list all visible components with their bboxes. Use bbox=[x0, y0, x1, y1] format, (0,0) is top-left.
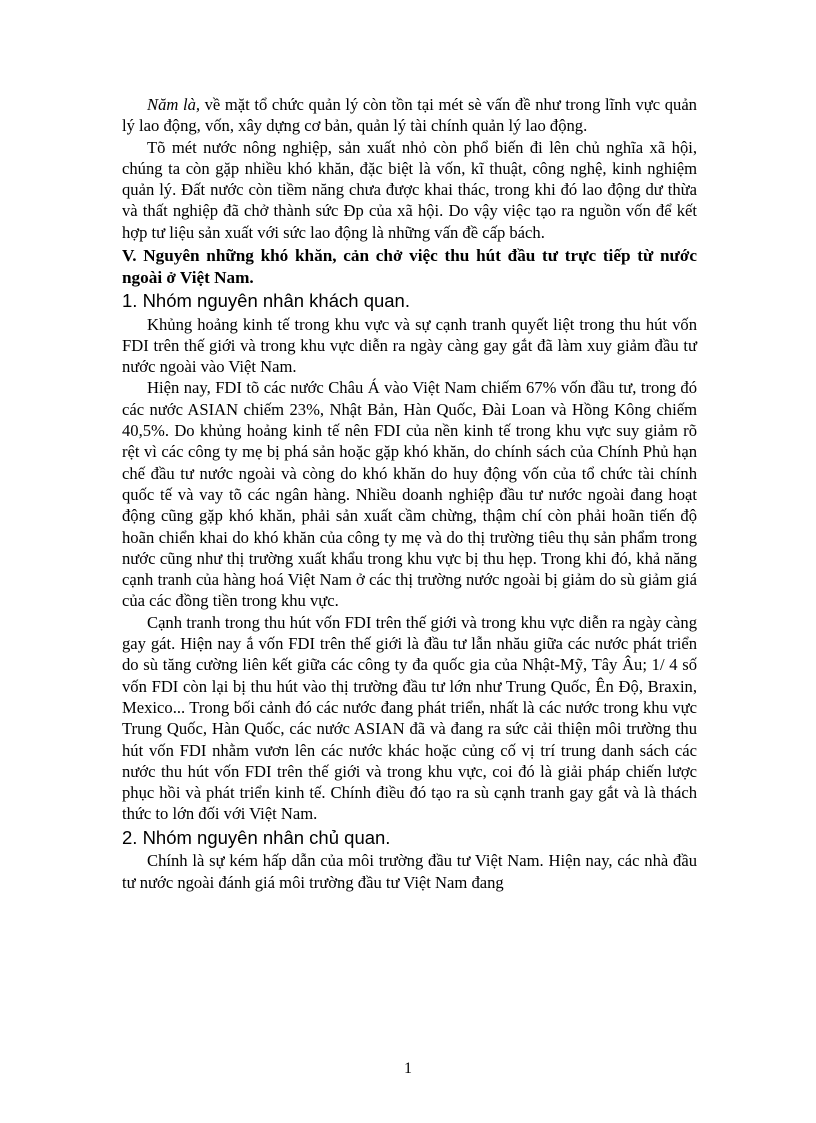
document-body bbox=[122, 94, 697, 893]
paragraph-asian-fdi: Hiện nay, FDI tõ các nước Châu Á vào Việt Nam chiếm 67% vốn đầu tư, trong đó các nước ASIAN chiếm 23%, Nhật Bản, Hàn Quốc, Đài Loan và Hồng Kông chiếm 40,5%. Do khủng hoảng kinh tế nên FDI của nền kinh tế trong khu vực suy giảm rõ rệt vì các công ty mẹ bị phá sản hoặc gặp khó khăn, do chính sách của Chính Phủ hạn chế đầu tư nước ngoài và còng do khó khăn do huy động vốn của tổ chức tài chính quốc tế và vay tõ các ngân hàng. Nhiều doanh nghiệp đầu tư nước ngoài đang hoạt động cũng gặp khó khăn, phải sản xuất cầm chừng, thậm chí còn phải hoãn tiến độ hoãn chiển khai do khó khăn của công ty mẹ và do thị trường tiêu thụ sản phẩm trong nước cũng như thị trường xuất khẩu trong khu vực bị thu hẹp. Trong khi đó, khả năng cạnh tranh của hàng hoá Việt Nam ở các thị trường nước ngoài bị giảm do sù giảm giá của các đồng tiền trong khu vực. bbox=[122, 378, 697, 611]
subheading-objective-causes: 1. Nhóm nguyên nhân khách quan. bbox=[122, 290, 410, 312]
paragraph-investment-environment: Chính là sự kém hấp dẫn của môi trường đầu tư Việt Nam. Hiện nay, các nhà đầu tư nước ngoài đánh giá môi trường đầu tư Việt Nam đang bbox=[122, 851, 697, 892]
paragraph-regional-crisis: Khủng hoảng kinh tế trong khu vực và sự cạnh tranh quyết liệt trong thu hút vốn FDI trên thế giới và trong khu vực diễn ra ngày càng gay gắt đã làm xuy giảm đầu tư nước ngoài vào Việt Nam. bbox=[122, 314, 697, 377]
section-heading-v: V. Nguyên những khó khăn, cản chở việc thu hút đầu tư trực tiếp từ nước ngoài ở Việt Nam. bbox=[122, 246, 697, 287]
paragraph-lead-italic: Năm là, bbox=[147, 95, 201, 114]
paragraph-agricultural-country: Tõ mét nước nông nghiệp, sản xuất nhỏ còn phổ biến đi lên chủ nghĩa xã hội, chúng ta còn gặp nhiều khó khăn, đặc biệt là vốn, kĩ thuật, công nghệ, kinh nghiệm quản lý. Đất nước còn tiềm năng chưa được khai thác, trong khi đó lao động dư thừa và thất nghiệp đã chở thành sức Đp của xã hội. Do vậy việc tạo ra nguồn vốn để kết hợp tư liệu sản xuất với sức lao động là những vấn đề cấp bách. bbox=[122, 137, 697, 242]
paragraph-text: về mặt tổ chức quản lý còn tồn tại mét sè vấn đề như trong lĩnh vực quản lý lao động, vốn, xây dựng cơ bản, quản lý tài chính quản lý lao động. bbox=[122, 95, 697, 136]
subheading-subjective-causes: 2. Nhóm nguyên nhân chủ quan. bbox=[122, 826, 391, 848]
page-number: 1 bbox=[404, 1060, 412, 1077]
paragraph-fdi-competition: Cạnh tranh trong thu hút vốn FDI trên thế giới và trong khu vực diễn ra ngày càng gay gát. Hiện nay ắ vốn FDI trên thế giới là đầu tư lẫn nhău giữa các nước phát triển do sù tăng cường liên kết giữa các công ty đa quốc gia của Nhật-Mỹ, Tây Âu; 1/ 4 số vốn FDI còn lại bị thu hút vào thị trường đầu tư lớn như Trung Quốc, Ên Độ, Braxin, Mexico... Trong bối cảnh đó các nước đang phát triển, nhất là các nước trong khu vực Trung Quốc, Hàn Quốc, các nước ASIAN đã và đang ra sức cải thiện môi trường thu hút vốn FDI nhằm vươn lên các nước khác hoặc củng cố vị trí trung danh sách các nước thu hút vốn FDI trên thế giới và trong khu vực, coi đó là giải pháp chiến lược phục hồi và phát triển kinh tế. Chính điều đó tạo ra sù cạnh tranh gay gắt và là thách thức to lớn đối với Việt Nam. bbox=[122, 612, 697, 824]
paragraph-fifth-point bbox=[122, 94, 697, 137]
